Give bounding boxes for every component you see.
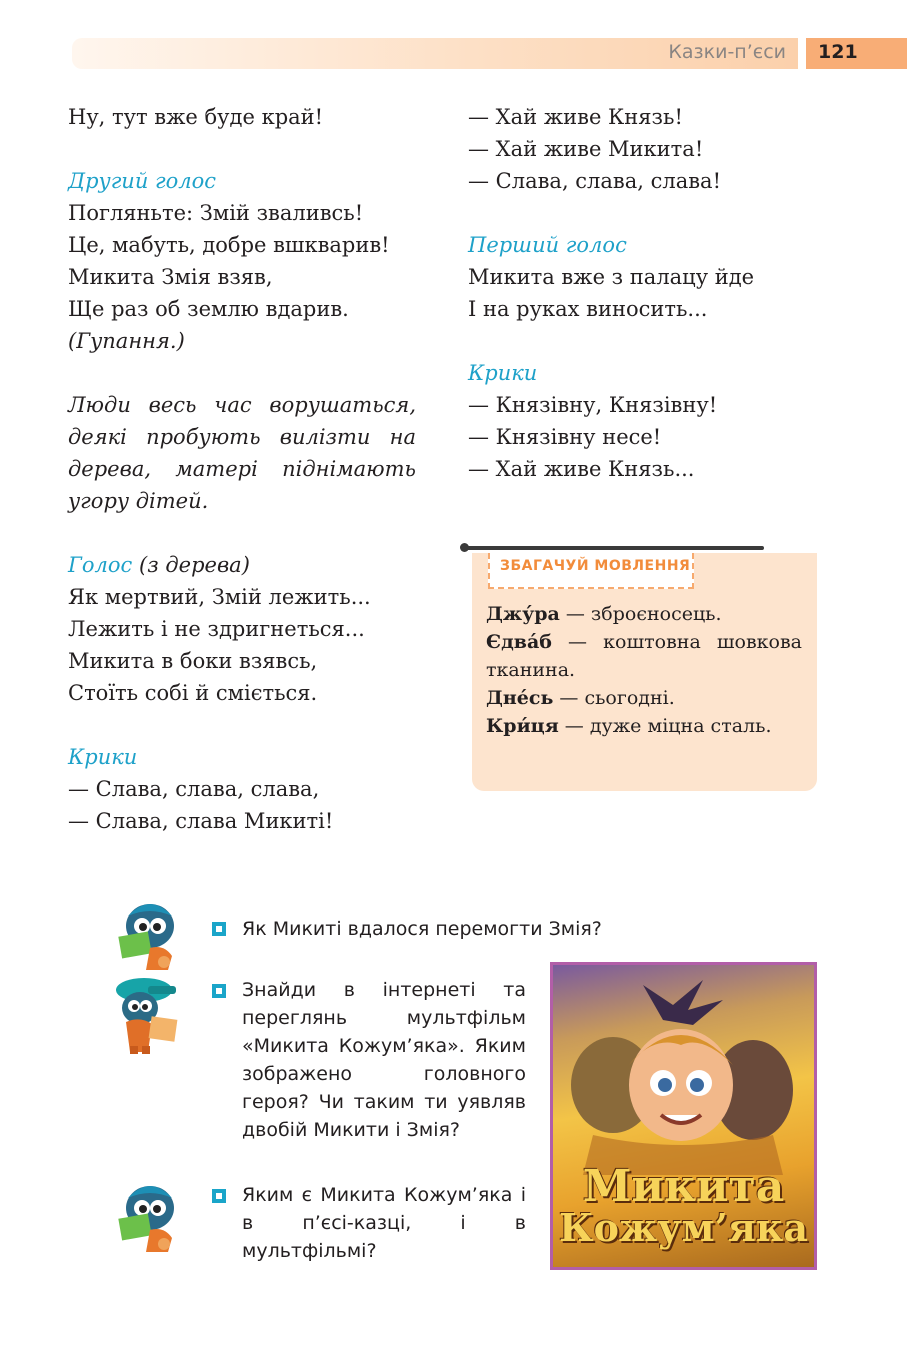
question-text: Яким є Микита Кожум’яка і в п’єсі-казці, і в мультфільмі?: [242, 1184, 526, 1262]
verse-line: Як мертвий, Змій лежить...: [68, 585, 371, 609]
poster-title-line: Микита: [582, 1161, 785, 1212]
question-text: Як Микиті вдалося перемогти Змія?: [242, 918, 602, 940]
verse-line: — Хай живе Князь...: [468, 457, 695, 481]
verse-line: Микита в боки взявсь,: [68, 649, 318, 673]
verse-line: Лежить і не здригнеться...: [68, 617, 365, 641]
vocabulary-list: [486, 600, 802, 740]
vocabulary-definition: — сьогодні.: [553, 687, 675, 709]
speaker-label: Другий голос: [68, 169, 217, 193]
stage-direction: (Гупання.): [68, 329, 185, 353]
running-header: [72, 38, 798, 69]
vocabulary-definition: — зброєносець.: [559, 603, 722, 625]
verse-line: — Хай живе Микита!: [468, 137, 704, 161]
vocabulary-definition: — дуже міцна сталь.: [558, 715, 772, 737]
verse-line: — Слава, слава, слава!: [468, 169, 722, 193]
page-number: 121: [806, 38, 907, 69]
verse-line: — Слава, слава, слава,: [68, 777, 320, 801]
speaker-note: (з дерева): [139, 553, 250, 577]
verse-line: — Князівну несе!: [468, 425, 662, 449]
vocabulary-tag-label: ЗБАГАЧУЙ МОВЛЕННЯ: [500, 558, 691, 574]
verse-line: Ну, тут вже буде край!: [68, 105, 324, 129]
section-title: Казки-п’єси: [668, 41, 786, 63]
verse-line: Ще раз об землю вдарив.: [68, 297, 349, 321]
vocabulary-divider: [462, 546, 764, 550]
verse-line: Погляньте: Змій зваливсь!: [68, 201, 364, 225]
verse-line: Це, мабуть, добре вшкварив!: [68, 233, 390, 257]
verse-line: Микита Змія взяв,: [68, 265, 273, 289]
owl-laptop-icon: [108, 972, 180, 1056]
vocabulary-item: [486, 628, 802, 684]
left-column: [68, 101, 416, 837]
verse-line: І на руках виносить...: [468, 297, 708, 321]
verse-line: — Слава, слава Микиті!: [68, 809, 334, 833]
vocabulary-item: [486, 712, 802, 740]
verse-line: Микита вже з палацу йде: [468, 265, 755, 289]
reading-owl-icon: [112, 1178, 182, 1254]
speaker-label: Крики: [68, 745, 138, 769]
question-text: Знайди в інтернеті та переглянь мультфільм «Микита Кожум’яка». Яким зображено головного героя? Чи таким ти уявляв двобій Микити і Змія?: [242, 979, 526, 1141]
right-column: [468, 101, 818, 485]
reading-owl-icon: [112, 896, 182, 972]
square-bullet-icon: [212, 984, 226, 998]
speaker-label: Голос (з дерева): [68, 553, 250, 577]
verse-line: Стоїть собі й сміється.: [68, 681, 318, 705]
verse-line: — Хай живе Князь!: [468, 105, 683, 129]
divider-dot: [460, 543, 469, 552]
poster-title-line: Кожум’яка: [559, 1205, 808, 1250]
vocabulary-term: Єдва́б: [486, 631, 552, 653]
vocabulary-term: Джу́ра: [486, 603, 560, 625]
vocabulary-term: Дне́сь: [486, 687, 554, 709]
vocabulary-definition: — коштовна шовкова тканина.: [486, 631, 802, 681]
speaker-label: Крики: [468, 361, 538, 385]
square-bullet-icon: [212, 1189, 226, 1203]
speaker-label: Перший голос: [468, 233, 627, 257]
verse-line: — Князівну, Князівну!: [468, 393, 718, 417]
square-bullet-icon: [212, 922, 226, 936]
vocabulary-tag: [488, 553, 694, 589]
cartoon-poster: [550, 962, 817, 1270]
stage-direction: Люди весь час ворушаться, деякі пробують вилізти на дерева, матері піднімають угору дітей.: [68, 393, 416, 513]
vocabulary-term: Кри́ця: [486, 715, 559, 737]
vocabulary-item: [486, 600, 802, 628]
vocabulary-item: [486, 684, 802, 712]
